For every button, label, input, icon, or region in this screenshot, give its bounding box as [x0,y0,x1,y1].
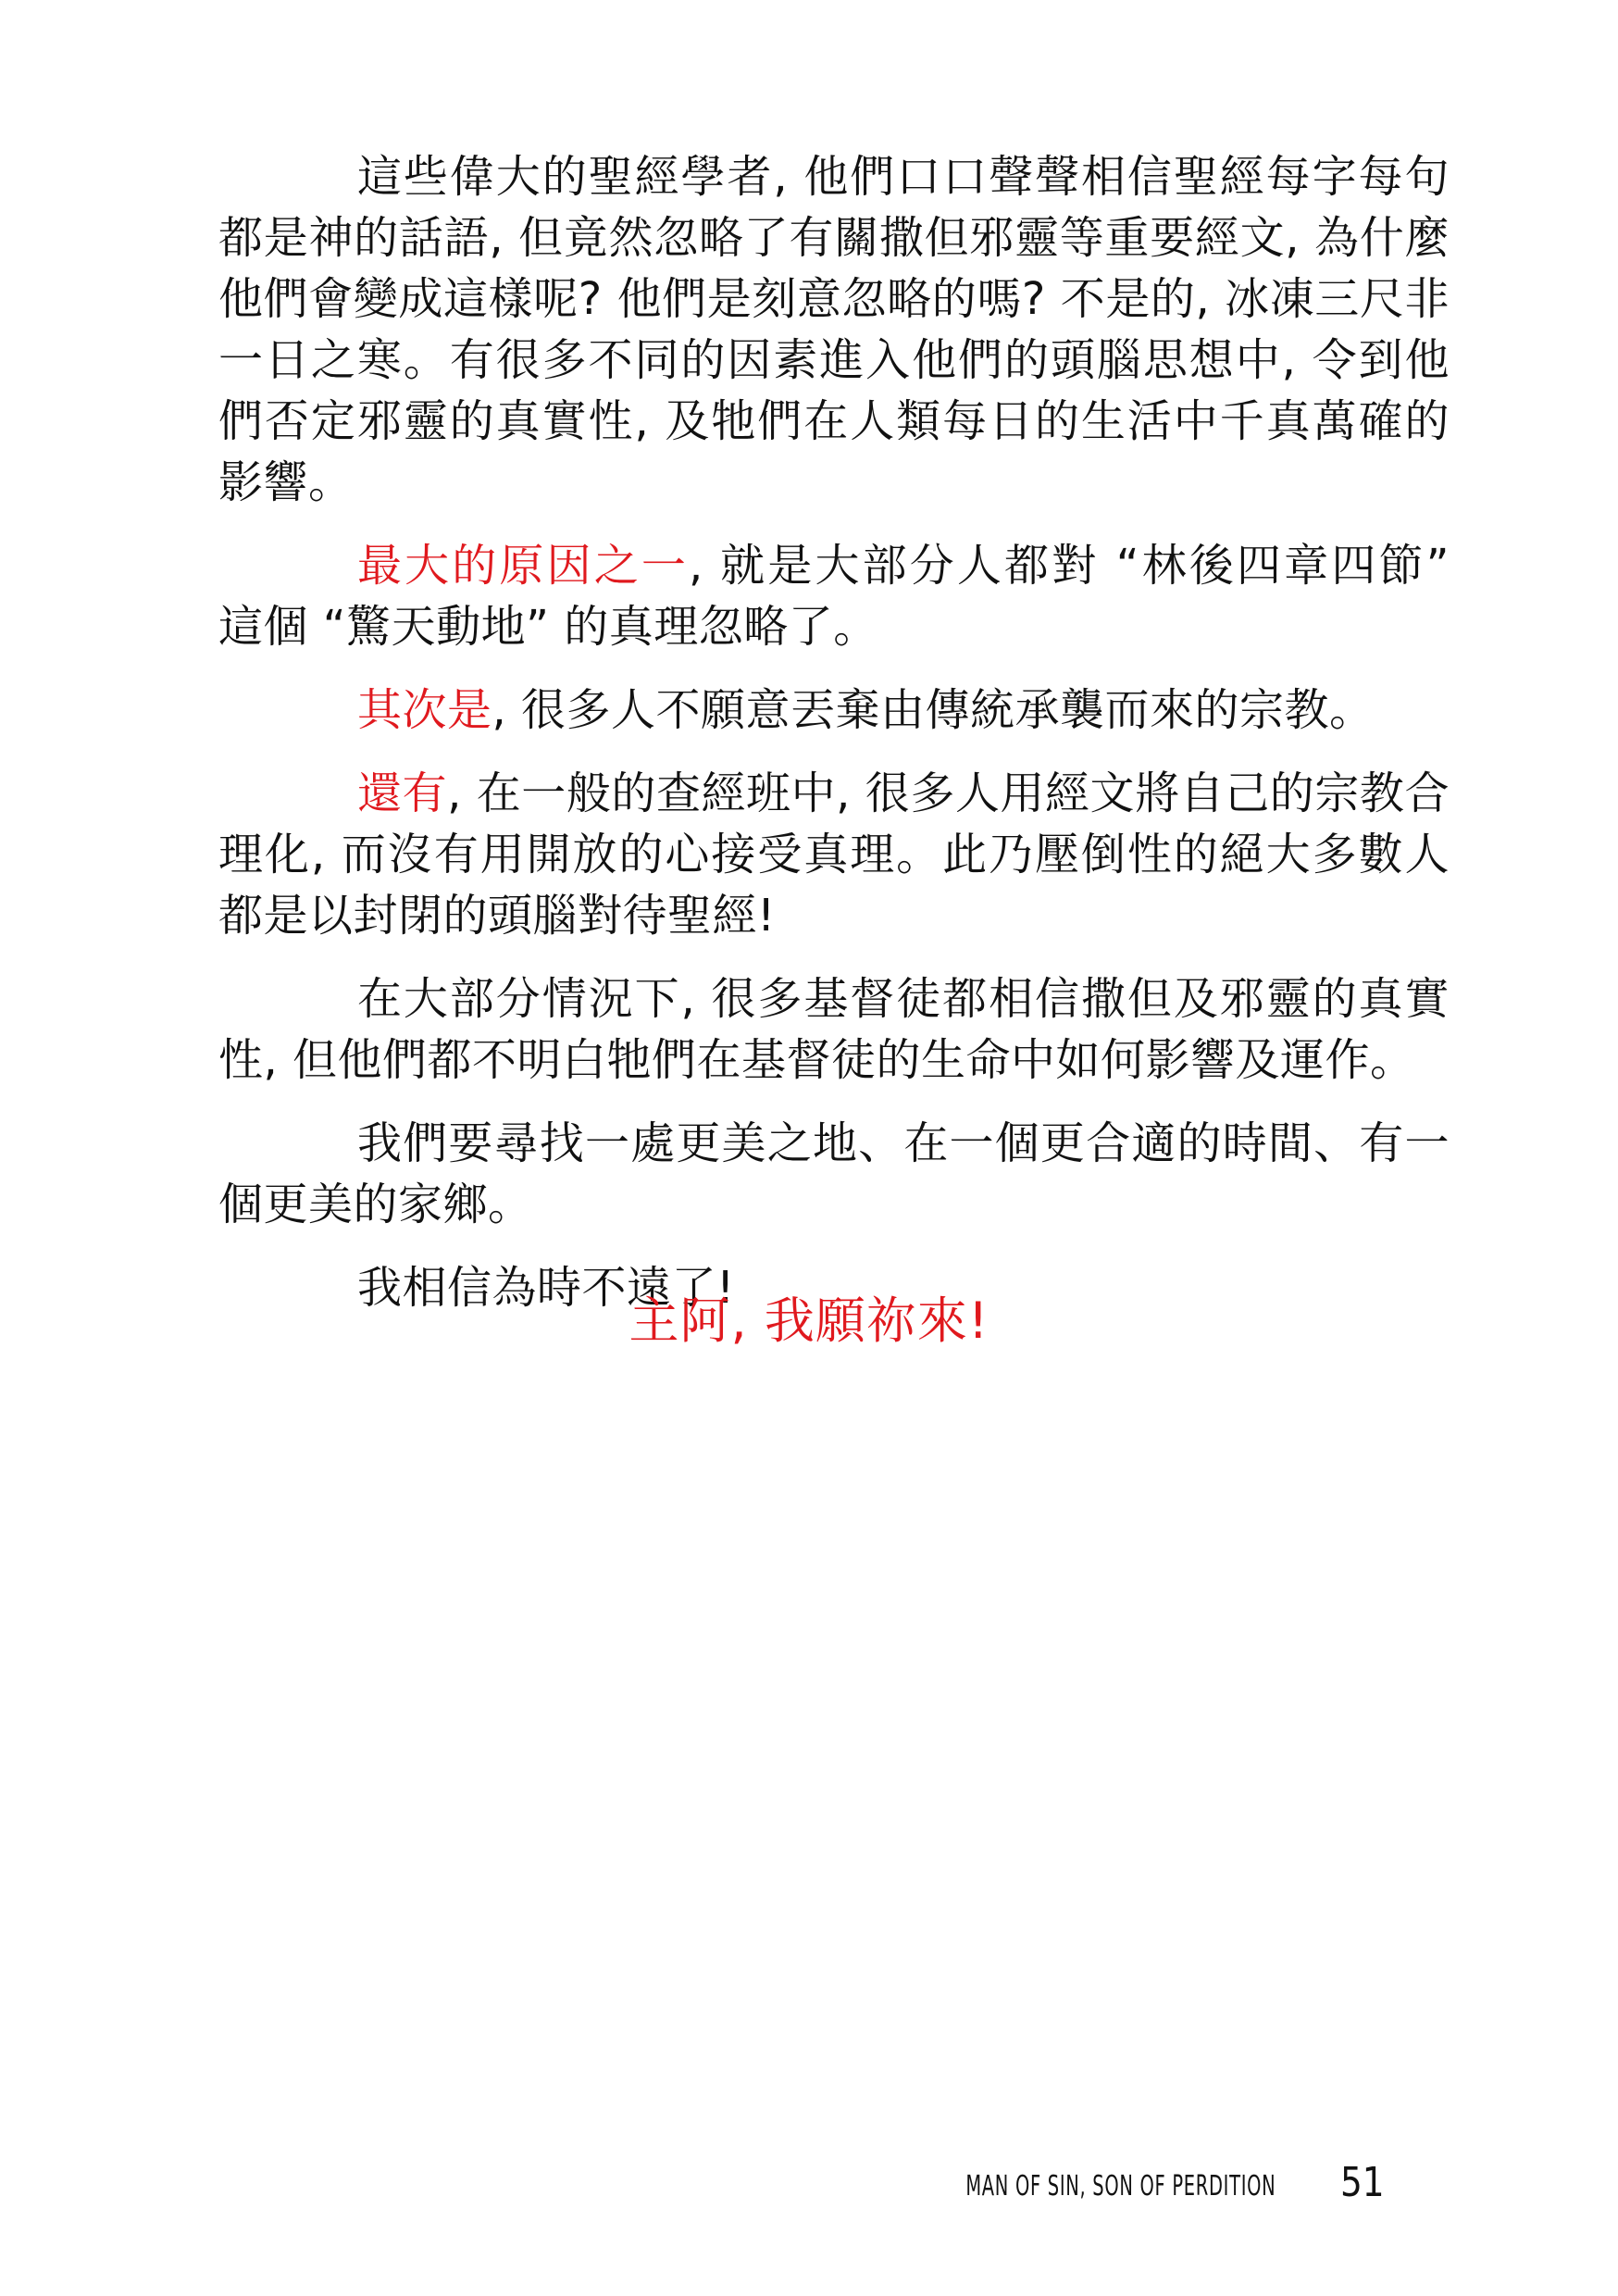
paragraph-1 [218,146,1450,513]
paragraph-5-text: 在大部分情況下, 很多基督徒都相信撒但及邪靈的真實性, 但他們都不明白牠們在基督徒的生命中如何影響及運作。 [218,973,1450,1086]
paragraph-2-highlight: 最大的原因之一 [357,540,690,592]
paragraph-2 [218,535,1450,657]
paragraph-5 [218,968,1450,1091]
paragraph-2-text: , 就是大部分人都對 “林後四章四節” 這個 “驚天動地” 的真理忽略了。 [218,540,1450,653]
paragraph-1-text: 這些偉大的聖經學者, 他們口口聲聲相信聖經每字每句都是神的話語, 但竟然忽略了有關撒但邪靈等重要經文, 為什麼他們會變成這樣呢? 他們是刻意忽略的嗎? 不是的, 冰凍三尺非一日之寒。有很多不同的因素進入他們的頭腦思想中, 令到他們否定邪靈的真實性, 及牠們在人類每日的生活中千真萬確的影響。 [218,151,1450,508]
paragraph-4-highlight: 還有 [357,767,448,819]
paragraph-7-text: 我相信為時不遠了! [357,1262,735,1314]
paragraph-3 [218,680,1450,741]
paragraph-6-text: 我們要尋找一處更美之地、在一個更合適的時間、有一個更美的家鄉。 [218,1117,1450,1230]
page-number: 51 [1340,2159,1385,2206]
paragraph-4-text: , 在一般的查經班中, 很多人用經文將自己的宗教合理化, 而沒有用開放的心接受真理。此乃壓倒性的絕大多數人都是以封閉的頭腦對待聖經! [218,767,1450,942]
paragraph-3-text: , 很多人不願意丟棄由傳統承襲而來的宗教。 [492,684,1375,736]
paragraph-3-highlight: 其次是 [357,684,492,736]
closing-prayer: 主阿, 我願祢來! [629,1292,989,1350]
paragraph-6 [218,1113,1450,1235]
paragraph-4 [218,763,1450,946]
body-text [218,146,1450,1341]
footer-book-title: MAN OF SIN, SON OF PERDITION [965,2170,1276,2202]
